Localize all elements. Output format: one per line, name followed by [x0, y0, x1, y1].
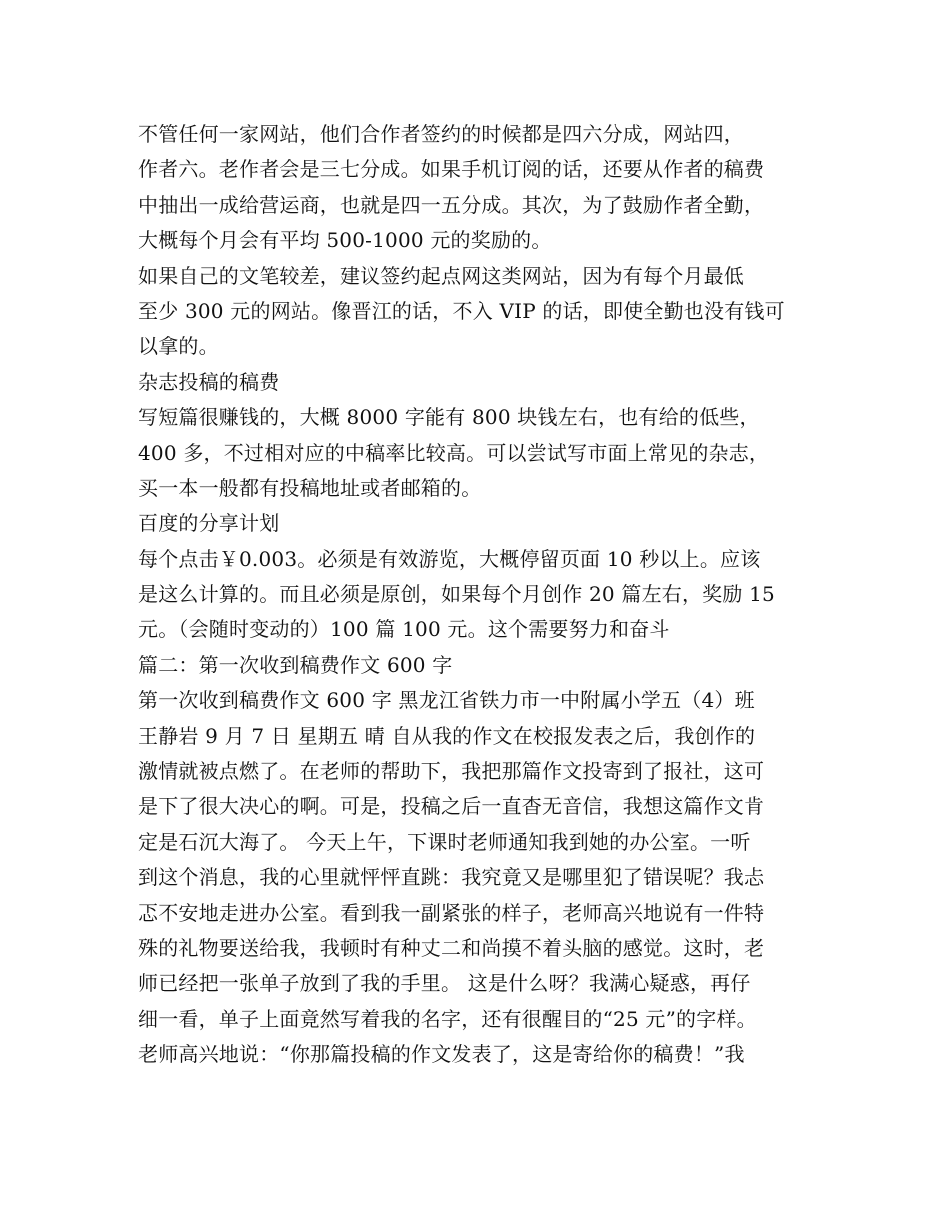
text-line: 殊的礼物要送给我，我顿时有种丈二和尚摸不着头脑的感觉。这时，老 [138, 935, 765, 960]
text-line: 王静岩 9 月 7 日 星期五 晴 自从我的作文在校报发表之后，我创作的 [138, 723, 756, 748]
text-line: 如果自己的文笔较差，建议签约起点网这类网站，因为有每个月最低 [138, 263, 744, 288]
text-line: 至少 300 元的网站。像晋江的话，不入 VIP 的话，即使全勤也没有钱可 [138, 298, 785, 323]
text-line: 作者六。老作者会是三七分成。如果手机订阅的话，还要从作者的稿费 [138, 157, 765, 182]
text-line: 是下了很大决心的啊。可是，投稿之后一直杳无音信，我想这篇作文肯 [138, 794, 765, 819]
text-line: 师已经把一张单子放到了我的手里。 这是什么呀？我满心疑惑，再仔 [138, 971, 751, 996]
text-line: 不管任何一家网站，他们合作者签约的时候都是四六分成，网站四， [138, 122, 744, 146]
text-line: 中抽出一成给营运商，也就是四一五分成。其次，为了鼓励作者全勤， [138, 192, 765, 217]
text-line: 细一看，单子上面竟然写着我的名字，还有很醒目的“25 元”的字样。 [138, 1006, 757, 1031]
text-line: 是这么计算的。而且必须是原创，如果每个月创作 20 篇左右，奖励 15 [138, 582, 775, 607]
text-line: 定是石沉大海了。 今天上午，下课时老师通知我到她的办公室。一听 [138, 829, 751, 854]
text-line: 第一次收到稿费作文 600 字 黑龙江省铁力市一中附属小学五（4）班 [138, 688, 755, 713]
article-title: 篇二：第一次收到稿费作文 600 字 [138, 652, 453, 677]
document-body [138, 117, 828, 1073]
section-heading: 百度的分享计划 [138, 511, 280, 536]
text-line: 写短篇很赚钱的，大概 8000 字能有 800 块钱左右，也有给的低些， [138, 405, 760, 430]
text-line: 元。（会随时变动的）100 篇 100 元。这个需要努力和奋斗 [138, 617, 670, 642]
text-line: 老师高兴地说：“你那篇投稿的作文发表了，这是寄给你的稿费！”我 [138, 1042, 745, 1067]
text-line: 忑不安地走进办公室。看到我一副紧张的样子，老师高兴地说有一件特 [138, 900, 765, 925]
text-line: 400 多，不过相对应的中稿率比较高。可以尝试写市面上常见的杂志， [138, 440, 770, 465]
text-line: 每个点击￥0.003。必须是有效游览，大概停留页面 10 秒以上。应该 [138, 546, 761, 571]
text-line: 激情就被点燃了。在老师的帮助下，我把那篇作文投寄到了报社，这可 [138, 759, 765, 784]
section-heading: 杂志投稿的稿费 [138, 369, 280, 394]
text-line: 大概每个月会有平均 500-1000 元的奖励的。 [138, 228, 552, 253]
text-line: 买一本一般都有投稿地址或者邮箱的。 [138, 475, 482, 500]
text-line: 到这个消息，我的心里就怦怦直跳：我究竟又是哪里犯了错误呢？我忐 [138, 865, 765, 890]
document-page [138, 117, 828, 1073]
text-line: 以拿的。 [138, 334, 219, 359]
